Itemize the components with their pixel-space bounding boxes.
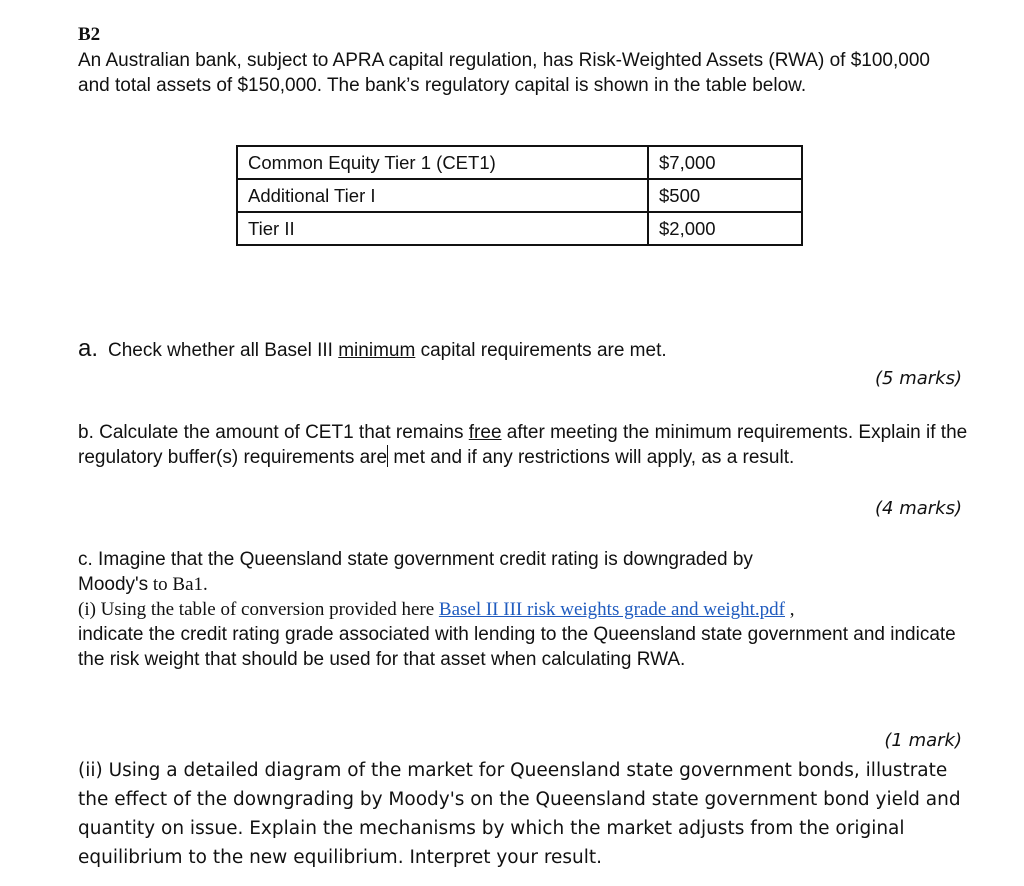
part-a-underlined: minimum [338, 340, 416, 361]
part-c-i-marks: (1 mark) [884, 730, 962, 751]
part-c-question [78, 547, 978, 672]
table-row [237, 212, 802, 245]
part-c-i [78, 597, 978, 672]
capital-label: Tier II [237, 212, 648, 245]
part-a-letter: a. [78, 335, 99, 362]
part-c-i-text-after: indicate the credit rating grade associated with lending to the Queensland state government and indicate the risk weight that should be used for that asset when calculating RWA. [78, 624, 956, 670]
capital-value: $500 [648, 179, 802, 212]
part-b-underlined: free [468, 422, 502, 443]
table-row [237, 179, 802, 212]
table-row [237, 146, 802, 179]
part-c-intro-serif: to Ba1. [148, 574, 208, 595]
part-c-ii-question: (ii) Using a detailed diagram of the market for Queensland state government bonds, illustrate the effect of the downgrading by Moody's on the Queensland state government bond yield and quantity on issue. Explain the mechanisms by which the market adjusts from the original equilibrium to the new equilibrium. Interpret your result. [78, 760, 961, 868]
capital-label: Additional Tier I [237, 179, 648, 212]
intro-paragraph: An Australian bank, subject to APRA capital regulation, has Risk-Weighted Assets (RWA) of $100,000 and total assets of $150,000. The bank’s regulatory capital is shown in the table below. [78, 50, 930, 96]
part-c-i-comma: , [785, 599, 795, 620]
part-b-text-after: met and if any restrictions will apply, as a result. [388, 447, 795, 468]
part-c-intro [78, 547, 818, 597]
part-a-question [78, 336, 667, 363]
part-a-text-after: capital requirements are met. [415, 340, 667, 361]
part-b-question [78, 420, 968, 470]
part-b-text-before: b. Calculate the amount of CET1 that remains [78, 422, 469, 443]
capital-value: $7,000 [648, 146, 802, 179]
part-c-i-text-before: (i) Using the table of conversion provided here [78, 599, 439, 620]
part-a-marks: (5 marks) [875, 368, 962, 389]
capital-table [236, 145, 803, 246]
capital-value: $2,000 [648, 212, 802, 245]
part-c-intro-sans: c. Imagine that the Queensland state government credit rating is downgraded by Moody's [78, 549, 753, 595]
part-b-text-middle: after meeting the minimum requirements. Explain if the regulatory buffer(s) requirements are [78, 422, 968, 468]
part-a-text-before: Check whether all Basel III [108, 340, 339, 361]
capital-label: Common Equity Tier 1 (CET1) [237, 146, 648, 179]
risk-weights-pdf-link[interactable]: Basel II III risk weights grade and weight.pdf [438, 599, 786, 620]
question-id: B2 [78, 24, 101, 45]
part-b-marks: (4 marks) [875, 498, 962, 519]
